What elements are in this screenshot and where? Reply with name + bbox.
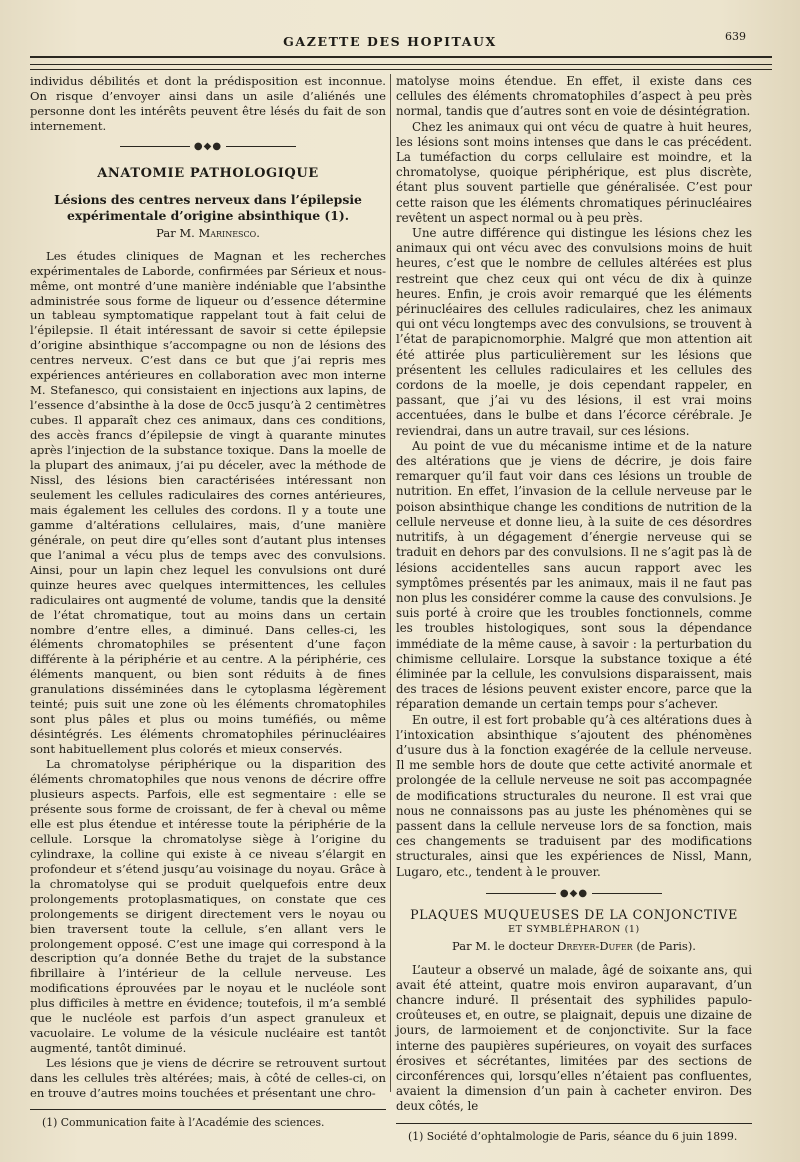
left-column bbox=[30, 74, 386, 1130]
article2-byline bbox=[396, 939, 752, 954]
right-column bbox=[396, 74, 752, 1144]
body-paragraph: La chromatolyse périphérique ou la disparition des éléments chromatophiles que nous venons de décrire offre plusieurs aspects. Parfois, elle est segmentaire : elle se présente sous forme de croissant, de fer à cheval ou même elle est plus étendue et intéresse toute la périphérie de la cellule. Lorsque la chromatolyse siège à l’origine du cylindraxe, la colline qui existe à ce niveau s’élargit en profondeur et s’étend jusqu’au voisinage du noyau. Grâce à la chromatolyse qui se produit quelquefois entre deux prolongements protoplasmatiques, on constate que ces prolongements se dirigent directement vers le noyau ou bien traversent toute la cellule, s’en allant vers le prolongement opposé. C’est une image qui correspond à la description qu’a donnée Bethe du trajet de la substance fibrillaire à l’intérieur de la cellule nerveuse. Les modifications éprouvées par le noyau et le nucléole sont plus difficiles à mettre en évidence; toutefois, il m’a semblé que le nucléole est parfois d’un aspect granuleux et vacuolaire. Le volume de la vésicule nucléaire est tantôt augmenté, tantôt diminué. bbox=[30, 757, 386, 1056]
body-paragraph: Les études cliniques de Magnan et les recherches expérimentales de Laborde, confirmées par Sérieux et nous-même, ont montré d’une manière indéniable que l’absinthe administrée sous forme de liqueur ou d’essence détermine un tableau symptomatique rappelant tout à fait celui de l’épilepsie. Il était intéressant de savoir si cette épilepsie d’origine absinthique s’accompagne ou non de lésions des centres nerveux. C’est dans ce but que j’ai repris mes expériences antérieures en collaboration avec mon interne M. Stefanesco, qui consistaient en injections aux lapins, de l’essence d’absinthe à la dose de 0cc5 jusqu’à 2 centimètres cubes. Il apparaît chez ces animaux, dans ces conditions, des accès francs d’épilepsie de vingt à quarante minutes après l’injection de la substance toxique. Dans la moelle de la plupart des animaux, j’ai pu déceler, avec la méthode de Nissl, des lésions bien caractérisées intéressant non seulement les cellules radiculaires des cornes antérieures, mais également les cellules des cordons. Il y a toute une gamme d’altérations cellulaires, mais, d’une manière générale, on peut dire qu’elles sont d’autant plus intenses que l’animal a vécu plus de temps avec des convulsions. Ainsi, pour un lapin chez lequel les convulsions ont duré quinze heures avec quelques intermittences, les cellules radiculaires ont augmenté de volume, tandis que la densité de l’état chromatique, tout au moins dans un certain nombre d’entre elles, a diminué. Dans celles-ci, les éléments chromatophiles se présentent d’une façon différente à la périphérie et au centre. A la périphérie, ces éléments manquent, ou bien sont réduits à de fines granulations disséminées dans le cytoplasma légèrement teinté; puis suit une zone où les éléments chromatophiles sont plus pâles et plus ou moins tuméfiés, ou même désintégrés. Les éléments chromatophiles périnucléaires sont habituellement plus colorés et mieux conservés. bbox=[30, 248, 386, 757]
header-rule bbox=[30, 69, 772, 70]
byline-suffix: (de Paris). bbox=[636, 939, 696, 954]
header-rule bbox=[30, 56, 772, 58]
section-ornament: ●◆● bbox=[396, 886, 752, 901]
body-paragraph: L’auteur a observé un malade, âgé de soixante ans, qui avait été atteint, quatre mois environ auparavant, d’un chancre induré. Il présentait des syphilides papulo-croûteuses et, en outre, se plaignait, depuis une dizaine de jours, de larmoiement et de conjonctivite. Sur la face interne des paupières supérieures, on voyait des surfaces érosives et sécrétantes, limitées par des sections de circonférences qui, lorsqu’elles n’étaient pas confluentes, avaient la dimension d’un pain à cacheter environ. Des deux côtés, le bbox=[396, 962, 752, 1114]
running-head: GAZETTE DES HOPITAUX bbox=[283, 34, 497, 49]
article-title: Lésions des centres nerveux dans l’épilepsie expérimentale d’origine absinthique (1). bbox=[54, 191, 362, 223]
body-paragraph: matolyse moins étendue. En effet, il existe dans ces cellules des éléments chromatophiles d’aspect à peu près normal, tandis que d’autres sont en voie de désintégration. bbox=[396, 74, 752, 119]
page-number: 639 bbox=[725, 30, 746, 43]
byline-prefix: Par M. le docteur bbox=[452, 939, 554, 954]
section-ornament: ●◆● bbox=[30, 140, 386, 155]
intro-paragraph: individus débilités et dont la prédisposition est inconnue. On risque d’envoyer ainsi dans un asile d’aliénés une personne dont les intérêts peuvent être lésés du fait de son internement. bbox=[30, 74, 386, 133]
body-paragraph: Au point de vue du mécanisme intime et de la nature des altérations que je viens de décrire, je dois faire remarquer qu’il faut voir dans ces lésions un trouble de nutrition. En effet, l’invasion de la cellule nerveuse par le poison absinthique change les conditions de nutrition de la cellule nerveuse et donne lieu, à la suite de ces désordres nutritifs, à un dégagement d’énergie nerveuse qui se traduit en dehors par des convulsions. Il ne s’agit pas là de lésions accidentelles sans aucun rapport avec les symptômes présentés par les animaux, mais il ne faut pas non plus les considérer comme la cause des convulsions. Je suis porté à croire que les troubles fonctionnels, comme les troubles histologiques, sont sous la dépendance immédiate de la même cause, à savoir : la perturbation du chimisme cellulaire. Lorsque la substance toxique a été éliminée par la cellule, les convulsions disparaissent, mais des traces de lésions peuvent exister encore, parce que la réparation demande un certain temps pour s’achever. bbox=[396, 438, 752, 712]
byline-author: Marinesco. bbox=[198, 225, 260, 240]
section-heading: ANATOMIE PATHOLOGIQUE bbox=[97, 165, 319, 181]
body-paragraph: Une autre différence qui distingue les lésions chez les animaux qui ont vécu avec des convulsions moins de huit heures, c’est que le nombre de cellules altérées est plus restreint que chez ceux qui ont vécu de dix à quinze heures. Enfin, je crois avoir remarqué que les éléments périnucléaires des cellules radiculaires, chez les animaux qui ont vécu longtemps avec des convulsions, se trouvent à l’état de parapicnomorphie. Malgré que mon attention ait été attirée plus particulièrement sur les lésions que présentent les cellules radiculaires et les cellules des cordons de la moelle, je dois cependant rappeler, en passant, que j’ai vu des lésions, il est vrai moins accentuées, dans le bulbe et dans l’écorce cérébrale. Je reviendrai, dans un autre travail, sur ces lésions. bbox=[396, 226, 752, 438]
article2-title: PLAQUES MUQUEUSES DE LA CONJONCTIVE bbox=[410, 906, 738, 922]
body-paragraph: En outre, il est fort probable qu’à ces altérations dues à l’intoxication absinthique s’ajoutent des phénomènes d’usure dus à la fonction exagérée de la cellule nerveuse. Il me semble hors de doute que cette activité anormale et prolongée de la cellule nerveuse ne soit pas accompagnée de modifications structurales du neurone. Il est vrai que nous ne connaissons pas au juste les phénomènes qui se passent dans la cellule nerveuse lors de sa fonction, mais ces changements se traduisent par des modifications structurales, ainsi que les expériences de Nissl, Mann, Lugaro, etc., tendent à le prouver. bbox=[396, 712, 752, 879]
article-byline bbox=[30, 226, 386, 241]
body-paragraph: Chez les animaux qui ont vécu de quatre à huit heures, les lésions sont moins intenses que dans le cas précédent. La tuméfaction du corps cellulaire est moindre, et la chromatolyse, quoique périphérique, est plus discrète, étant plus souvent partielle que généralisée. C’est pour cette raison que les éléments chromatiques périnucléaires revêtent un aspect normal ou à peu près. bbox=[396, 119, 752, 225]
byline-author: Dreyer-Dufer bbox=[557, 939, 633, 954]
footnote-rule bbox=[396, 1123, 752, 1124]
body-paragraph: Les lésions que je viens de décrire se retrouvent surtout dans les cellules très altérées; mais, à côté de celles-ci, on en trouve d’autres moins touchées et présentant une chro- bbox=[30, 1056, 386, 1101]
byline-prefix: Par M. bbox=[156, 225, 195, 240]
header-rule bbox=[30, 64, 772, 65]
footnote-rule bbox=[30, 1109, 386, 1110]
footnote: (1) Société d’ophtalmologie de Paris, séance du 6 juin 1899. bbox=[408, 1129, 738, 1143]
column-divider bbox=[390, 74, 391, 1092]
footnote: (1) Communication faite à l’Académie des sciences. bbox=[42, 1116, 325, 1129]
article2-subtitle: ET SYMBLÉPHARON (1) bbox=[508, 924, 640, 936]
